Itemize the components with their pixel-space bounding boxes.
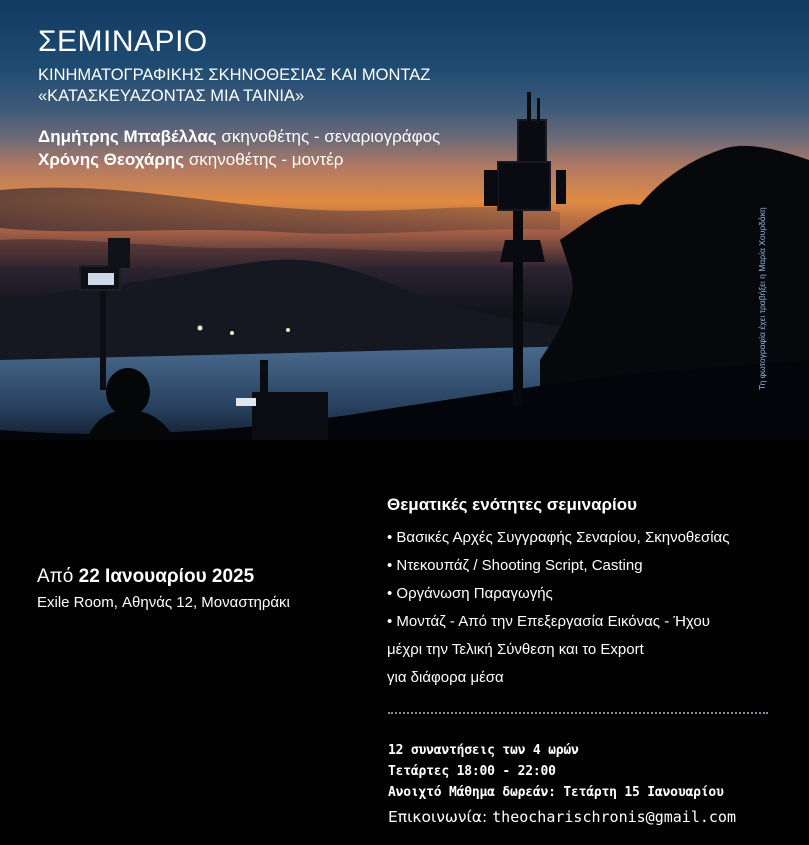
topic-continuation: μέχρι την Τελική Σύνθεση και το Export bbox=[387, 641, 644, 658]
topic-item: • Οργάνωση Παραγωγής bbox=[387, 585, 553, 602]
shore-light bbox=[230, 331, 234, 335]
poster-subtitle bbox=[38, 65, 430, 108]
dotted-divider bbox=[388, 712, 768, 716]
contact-line bbox=[388, 805, 736, 829]
poster-title: ΣΕΜΙΝΑΡΙΟ bbox=[38, 25, 208, 58]
instructor bbox=[38, 149, 440, 172]
subtitle-line: ΚΙΝΗΜΑΤΟΓΡΑΦΙΚΗΣ ΣΚΗΝΟΘΕΣΙΑΣ ΚΑΙ ΜΟΝΤΑΖ bbox=[38, 66, 431, 84]
schedule-block bbox=[37, 566, 290, 611]
camera-stand-pole bbox=[513, 200, 523, 405]
equipment-middle-light bbox=[236, 398, 256, 406]
instructors bbox=[38, 126, 440, 172]
start-date bbox=[37, 566, 290, 588]
topics-section bbox=[387, 495, 797, 692]
instructor-role: σκηνοθέτης - μοντέρ bbox=[188, 149, 344, 169]
open-lesson-info: Ανοιχτό Μάθημα δωρεάν: Τετάρτη 15 Ιανουαρίου bbox=[388, 785, 724, 800]
topics-heading: Θεματικές ενότητες σεμιναρίου bbox=[387, 495, 638, 514]
days-info: Τετάρτες 18:00 - 22:00 bbox=[388, 764, 556, 779]
camera-box bbox=[498, 162, 550, 210]
contact-label: Επικοινωνία: bbox=[388, 808, 488, 826]
from-label: Από bbox=[37, 566, 74, 587]
subtitle-line: «ΚΑΤΑΣΚΕΥΑΖΟΝΤΑΣ ΜΙΑ ΤΑΙΝΙΑ» bbox=[38, 87, 305, 106]
sessions-info: 12 συναντήσεις των 4 ωρών bbox=[388, 743, 579, 758]
antenna-left bbox=[108, 238, 130, 268]
equipment-middle-post bbox=[260, 360, 268, 396]
instructor-role: σκηνοθέτης - σεναριογράφος bbox=[221, 127, 441, 146]
antenna-top bbox=[527, 92, 531, 122]
venue: Exile Room, Αθηνάς 12, Μοναστηράκι bbox=[37, 594, 290, 611]
info-section bbox=[388, 740, 736, 829]
person-head bbox=[106, 368, 150, 416]
shore-light bbox=[286, 328, 290, 332]
instructor-name: Δημήτρης Μπαβέλλας bbox=[38, 127, 217, 146]
antenna-top-2 bbox=[537, 98, 540, 122]
shore-light bbox=[198, 326, 203, 331]
cloud-band bbox=[0, 188, 560, 234]
instructor-name: Χρόνης Θεοχάρης bbox=[38, 149, 185, 169]
stand-clamp bbox=[500, 240, 545, 262]
contact-email-link[interactable]: theocharischronis@gmail.com bbox=[492, 808, 736, 826]
monitor-left-screen bbox=[88, 273, 114, 285]
camera-arm-right bbox=[556, 170, 566, 204]
date-value: 22 Ιανουαρίου 2025 bbox=[78, 566, 255, 587]
instructor bbox=[38, 126, 440, 149]
topic-continuation: για διάφορα μέσα bbox=[387, 669, 504, 686]
topic-item: • Βασικές Αρχές Συγγραφής Σεναρίου, Σκηνοθεσίας bbox=[387, 529, 730, 546]
camera-top bbox=[518, 120, 546, 162]
topic-item: • Μοντάζ - Από την Επεξεργασία Εικόνας - Ήχου bbox=[387, 613, 710, 630]
camera-arm bbox=[484, 170, 498, 206]
photo-credit: Τη φωτογραφία έχει τραβήξει η Μαρία Χουρδάκη bbox=[757, 207, 767, 390]
topic-item: • Ντεκουπάζ / Shooting Script, Casting bbox=[387, 557, 643, 574]
